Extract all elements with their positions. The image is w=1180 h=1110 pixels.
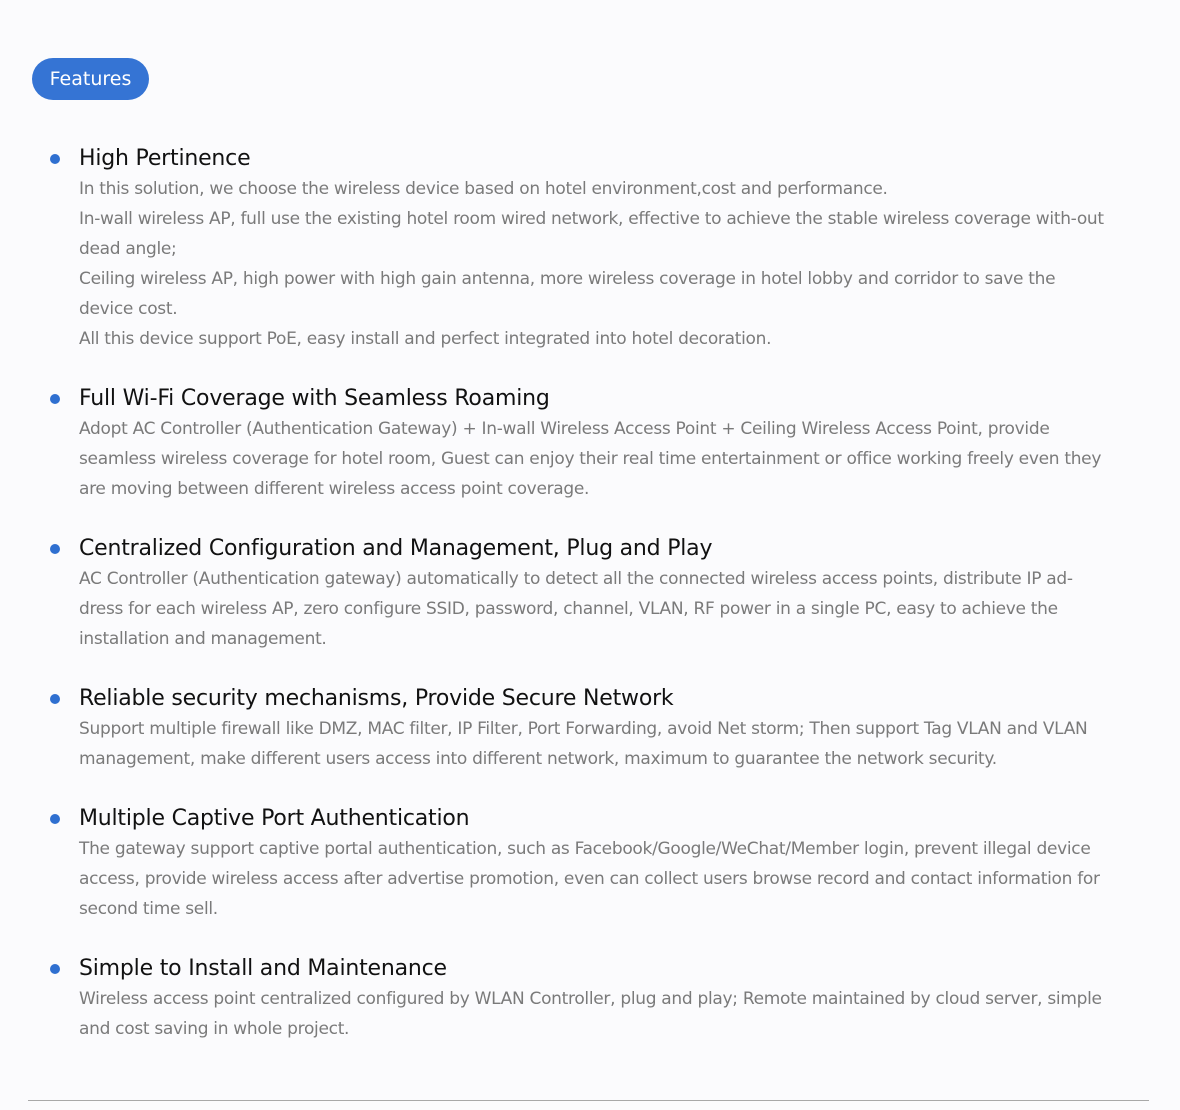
section-paragraph: In-wall wireless AP, full use the existing hotel room wired network, effective to achieve the stable wireless coverage with-out dead angle; xyxy=(79,209,1104,259)
bullet-dot-icon xyxy=(50,544,60,554)
bullet-dot-icon xyxy=(50,694,60,704)
section-paragraph: AC Controller (Authentication gateway) automatically to detect all the connected wireless access points, distribute IP ad-dress for each wireless AP, zero configure SSID, password, channel, VLAN, RF power in a single PC, easy to achieve the installation and management. xyxy=(79,569,1073,649)
bullet-dot-icon xyxy=(50,154,60,164)
bullet-dot-icon xyxy=(50,964,60,974)
section-title: Simple to Install and Maintenance xyxy=(79,956,447,981)
section-paragraph: Wireless access point centralized configured by WLAN Controller, plug and play; Remote maintained by cloud server, simple and cost saving in whole project. xyxy=(79,989,1102,1039)
section-paragraph: The gateway support captive portal authentication, such as Facebook/Google/WeChat/Member login, prevent illegal device access, provide wireless access after advertise promotion, even can collect users browse record and contact information for second time sell. xyxy=(79,839,1100,919)
section-body xyxy=(79,564,1104,654)
section-title: Centralized Configuration and Management, Plug and Play xyxy=(79,536,713,561)
section-paragraph: Adopt AC Controller (Authentication Gateway) + In-wall Wireless Access Point + Ceiling Wireless Access Point, provide seamless wireless coverage for hotel room, Guest can enjoy their real time entertainment or office working freely even they are moving between different wireless access point coverage. xyxy=(79,419,1102,499)
section-paragraph: Support multiple firewall like DMZ, MAC filter, IP Filter, Port Forwarding, avoid Net storm; Then support Tag VLAN and VLAN management, make different users access into different network, maximum to guarantee the network security. xyxy=(79,719,1088,769)
section-paragraph: All this device support PoE, easy install and perfect integrated into hotel decoration. xyxy=(79,329,772,349)
section-paragraph: Ceiling wireless AP, high power with high gain antenna, more wireless coverage in hotel lobby and corridor to save the device cost. xyxy=(79,269,1056,319)
section-body xyxy=(79,174,1104,354)
section-title: Full Wi-Fi Coverage with Seamless Roaming xyxy=(79,386,550,411)
section-title: Multiple Captive Port Authentication xyxy=(79,806,470,831)
section-body xyxy=(79,984,1104,1044)
section-paragraph: In this solution, we choose the wireless device based on hotel environment,cost and performance. xyxy=(79,179,888,199)
section-body xyxy=(79,414,1104,504)
section-title: High Pertinence xyxy=(79,146,251,171)
section-body xyxy=(79,834,1104,924)
section-body xyxy=(79,714,1104,774)
bullet-dot-icon xyxy=(50,814,60,824)
bullet-dot-icon xyxy=(50,394,60,404)
section-title: Reliable security mechanisms, Provide Secure Network xyxy=(79,686,674,711)
bottom-divider xyxy=(28,1100,1149,1101)
features-badge: Features xyxy=(32,58,149,100)
